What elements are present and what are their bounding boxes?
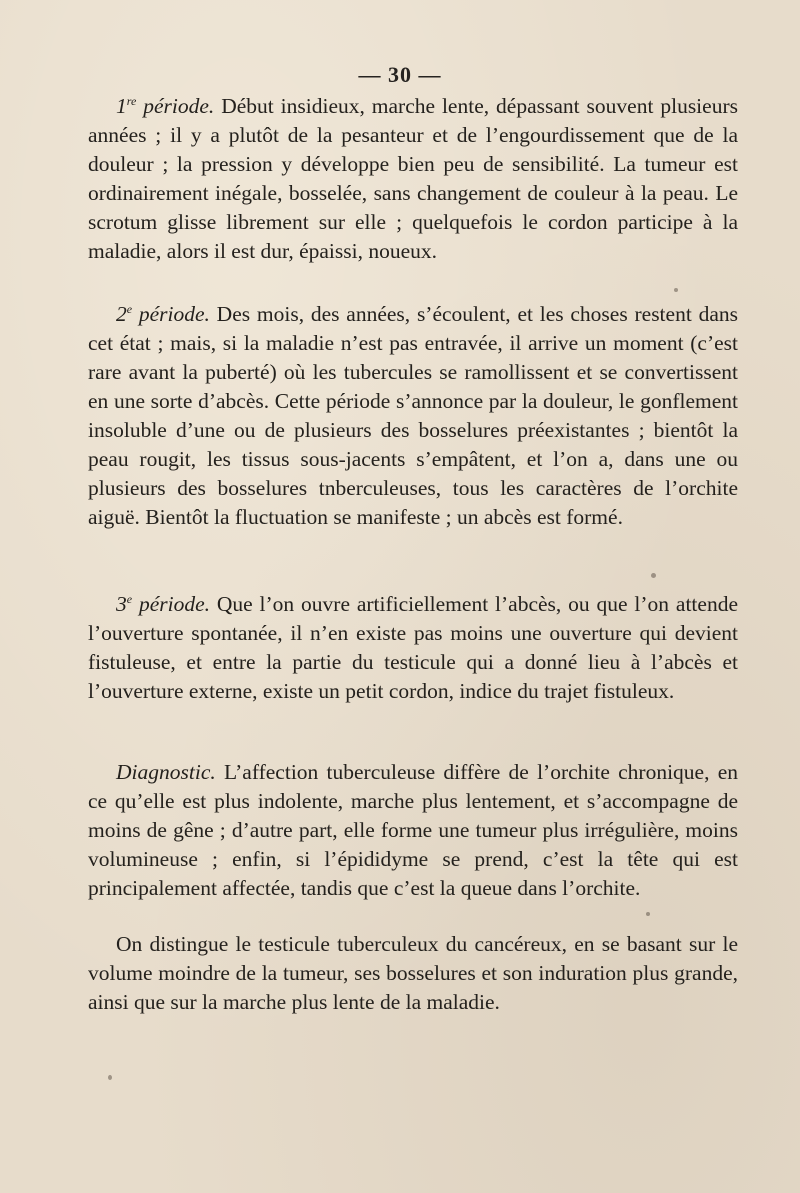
paragraph-heading: 1re période. [116, 94, 215, 118]
paragraph-periode-1 [88, 92, 738, 266]
paragraph-periode-3 [88, 590, 738, 706]
paper-speck [646, 912, 650, 916]
paragraph-body: Des mois, des années, s’écoulent, et les choses restent dans cet état ; mais, si la maladie n’est pas entravée, il arrive un moment (c’est rare avant la puberté) où les tubercules se ramollissent et se convertissent en une sorte d’abcès. Cette période s’annonce par la douleur, le gonflement insoluble d’une ou de plusieurs des bosselures préexistantes ; bientôt la peau rougit, les tissus sous-jacents s’empâtent, et l’on a, dans une ou plusieurs des bosselures tnberculeuses, tous les caractères de l’orchite aiguë. Bientôt la fluctuation se manifeste ; un abcès est formé. [88, 302, 738, 529]
paragraph-body: Que l’on ouvre artificiellement l’abcès, ou que l’on attende l’ouverture spontanée, il n’en existe pas moins une ouverture qui devient fistuleuse, et entre la partie du testicule qui a donné lieu à l’abcès et l’ouverture externe, existe un petit cordon, indice du trajet fistuleux. [88, 592, 738, 703]
paragraph-body: L’affection tuberculeuse diffère de l’orchite chronique, en ce qu’elle est plus indolente, marche plus lentement, et s’accompagne de moins de gêne ; d’autre part, elle forme une tumeur plus irrégulière, moins volumineuse ; enfin, si l’épididyme se prend, c’est la tête qui est principalement affectée, tandis que c’est la queue dans l’orchite. [88, 760, 738, 900]
page-number: — 30 — [358, 62, 442, 87]
paper-speck [651, 573, 656, 578]
paragraph-distinction [88, 930, 738, 1017]
paragraph-body: Début insidieux, marche lente, dépassant souvent plusieurs années ; il y a plutôt de la pesanteur et de l’engourdissement que de la douleur ; la pression y développe bien peu de sensibilité. La tumeur est ordinairement inégale, bosselée, sans changement de couleur à la peau. Le scrotum glisse librement sur elle ; quelquefois le cordon participe à la maladie, alors il est dur, épaissi, noueux. [88, 94, 738, 263]
paragraph-heading: Diagnostic. [116, 760, 216, 784]
paragraph-diagnostic [88, 758, 738, 903]
paper-speck [674, 288, 678, 292]
paragraph-heading: 3e période. [116, 592, 210, 616]
paragraph-heading: 2e période. [116, 302, 210, 326]
paragraph-body: On distingue le testicule tuberculeux du cancéreux, en se basant sur le volume moindre de la tumeur, ses bosselures et son induration plus grande, ainsi que sur la marche plus lente de la maladie. [88, 932, 738, 1014]
paragraph-periode-2 [88, 300, 738, 532]
paper-speck [108, 1075, 112, 1080]
